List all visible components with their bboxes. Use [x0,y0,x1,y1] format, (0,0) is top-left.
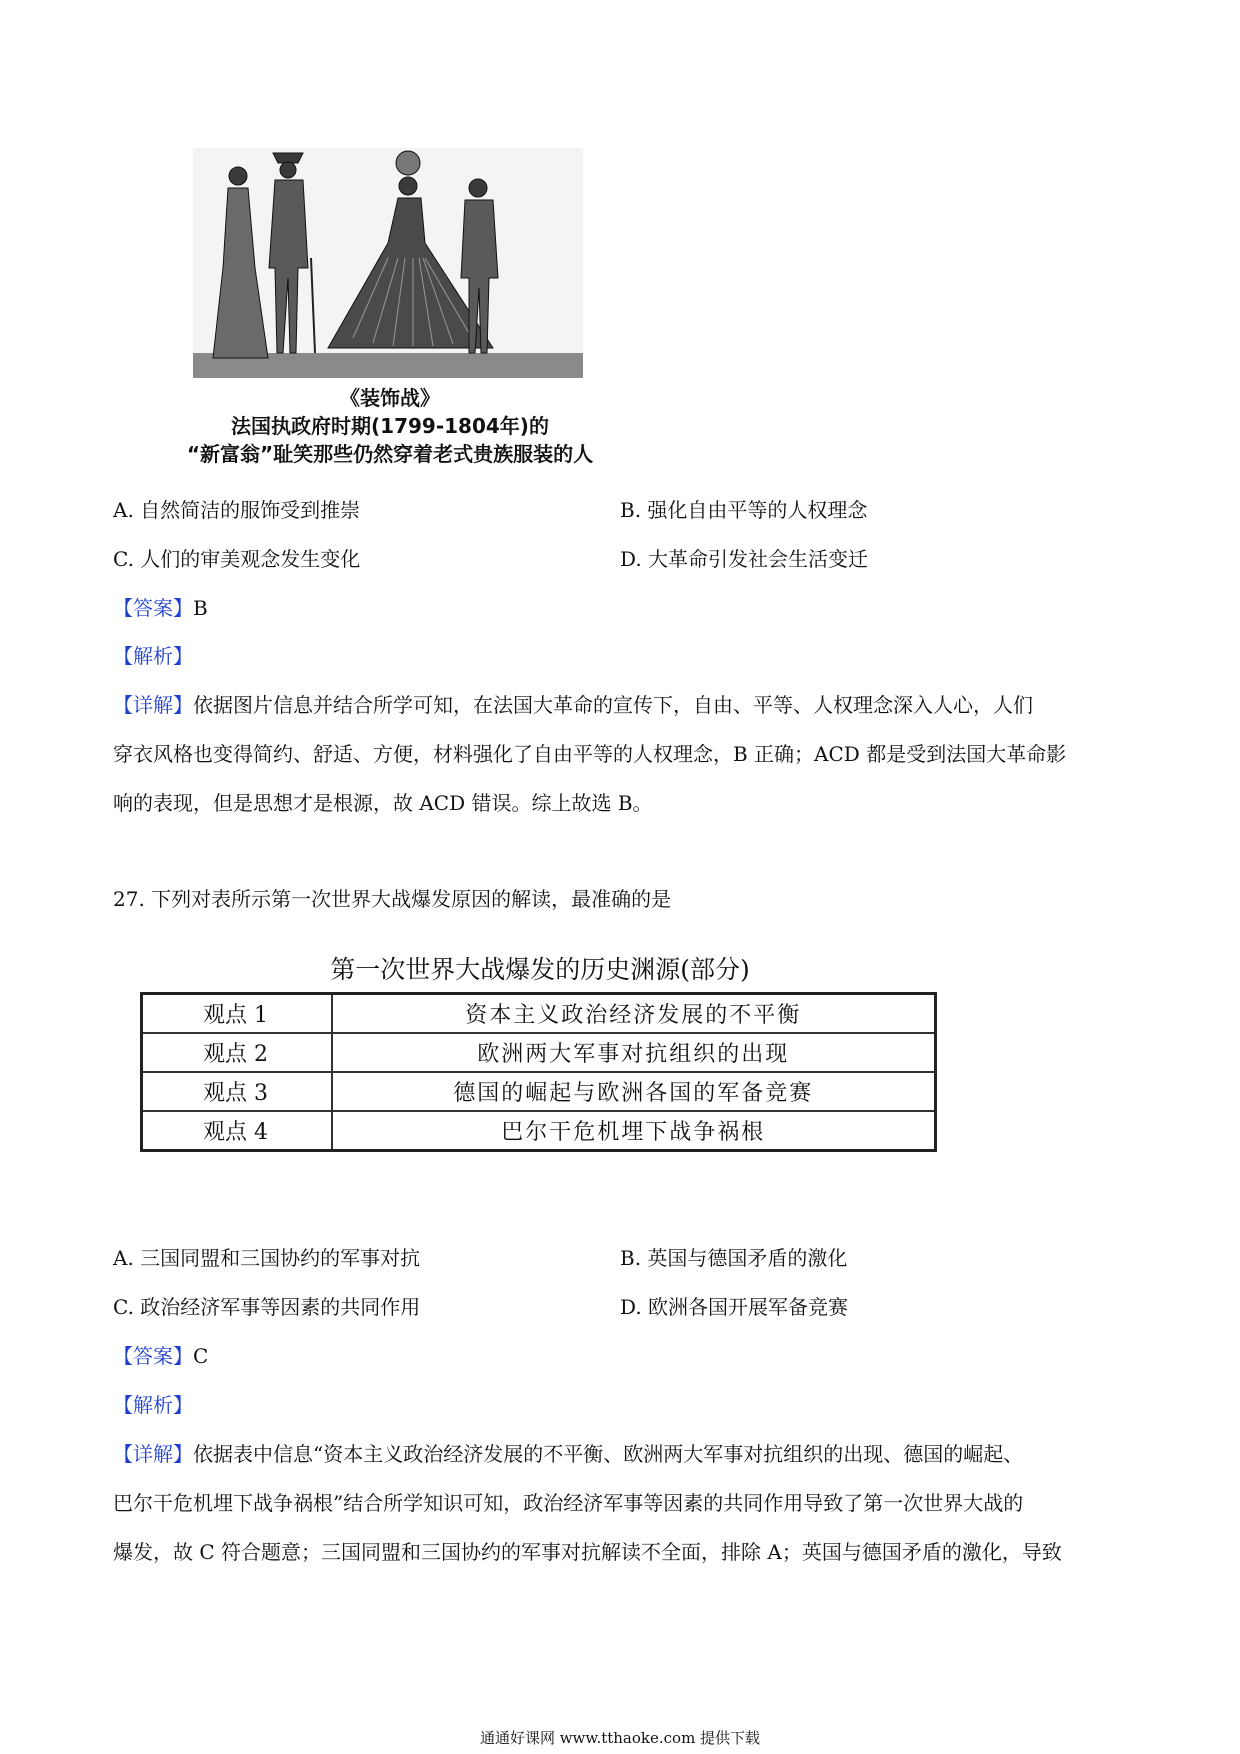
table-row [142,994,936,1034]
q27-detail-line-3: 爆发，故 C 符合题意；三国同盟和三国协约的军事对抗解读不全面，排除 A；英国与德国矛盾的激化，导致 [113,1540,1062,1564]
q27-option-a: A. 三国同盟和三国协约的军事对抗 [113,1246,421,1270]
q26-answer [113,595,208,621]
q27-detail-line-2: 巴尔干危机埋下战争祸根”结合所学知识可知，政治经济军事等因素的共同作用导致了第一次世界大战的 [113,1491,1024,1515]
q27-table [140,992,937,1152]
q27-answer-value: C [193,1344,209,1368]
q26-option-a: A. 自然简洁的服饰受到推崇 [113,498,361,522]
q27-table-title: 第一次世界大战爆发的历史渊源(部分) [330,955,750,984]
page-footer: 通通好课网 www.tthaoke.com 提供下载 [479,1729,761,1747]
table-row [142,1072,936,1111]
q26-option-c: C. 人们的审美观念发生变化 [113,547,361,571]
q26-option-d: D. 大革命引发社会生活变迁 [620,547,869,571]
engraving-figures-picture [193,148,583,378]
engraving-illustration [193,148,583,378]
q27-option-c: C. 政治经济军事等因素的共同作用 [113,1295,421,1319]
q27-stem: 27. 下列对表所示第一次世界大战爆发原因的解读，最准确的是 [113,887,672,911]
q27-option-d: D. 欧洲各国开展军备竞赛 [620,1295,849,1319]
table-row [142,1033,936,1072]
q26-detail-text-1: 依据图片信息并结合所学可知，在法国大革命的宣传下，自由、平等、人权理念深入人心，人们 [193,693,1033,717]
table-row [142,1111,936,1151]
q26-analysis-label: 【解析】 [113,644,193,668]
q26-detail-line-3: 响的表现，但是思想才是根源，故 ACD 错误。综上故选 B。 [113,791,653,815]
q26-detail-label: 【详解】 [113,693,193,717]
table-row-key: 观点 1 [142,994,332,1034]
table-row-value: 欧洲两大军事对抗组织的出现 [332,1033,936,1072]
q27-detail-line-1 [113,1441,1023,1467]
figure-caption-title: 《装饰战》 [340,386,440,410]
q26-answer-value: B [193,596,208,620]
q27-answer [113,1343,208,1369]
q27-analysis-label: 【解析】 [113,1393,193,1417]
table-row-value: 德国的崛起与欧洲各国的军备竞赛 [332,1072,936,1111]
figure-caption-line-1: 法国执政府时期(1799-1804年)的 [231,414,549,438]
table-row-key: 观点 3 [142,1072,332,1111]
q26-detail-line-1 [113,692,1033,718]
q26-detail-line-2: 穿衣风格也变得简约、舒适、方便，材料强化了自由平等的人权理念，B 正确；ACD 都是受到法国大革命影 [113,742,1067,766]
table-row-key: 观点 2 [142,1033,332,1072]
q26-answer-label: 【答案】 [113,596,193,620]
q27-detail-label: 【详解】 [113,1442,193,1466]
q26-option-b: B. 强化自由平等的人权理念 [620,498,868,522]
figure-caption-line-2: “新富翁”耻笑那些仍然穿着老式贵族服装的人 [186,442,594,466]
table-row-value: 巴尔干危机埋下战争祸根 [332,1111,936,1151]
q27-option-b: B. 英国与德国矛盾的激化 [620,1246,848,1270]
q27-detail-text-1: 依据表中信息“资本主义政治经济发展的不平衡、欧洲两大军事对抗组织的出现、德国的崛起、 [193,1442,1024,1466]
table-row-value: 资本主义政治经济发展的不平衡 [332,994,936,1034]
q27-answer-label: 【答案】 [113,1344,193,1368]
table-row-key: 观点 4 [142,1111,332,1151]
